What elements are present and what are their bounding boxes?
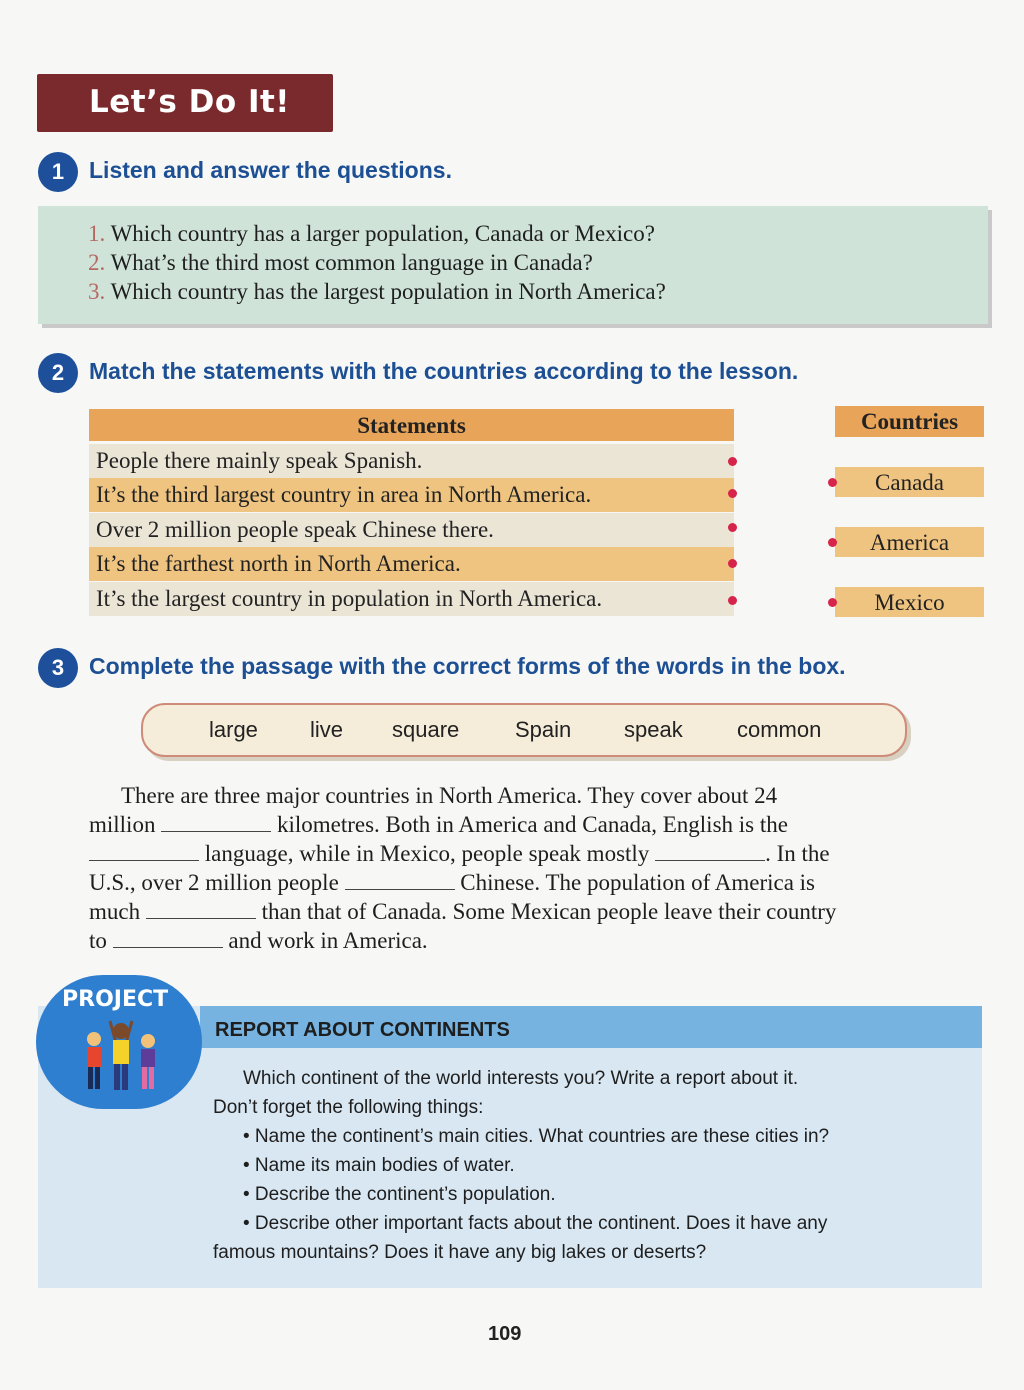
project-label: PROJECT: [62, 987, 169, 1012]
project-bullet: • Describe other important facts about the continent. Does it have any: [243, 1213, 828, 1234]
project-badge: [36, 975, 202, 1109]
match-dot-statement[interactable]: [728, 523, 737, 532]
kids-illustration-icon: [76, 1019, 166, 1097]
project-bullet: • Describe the continent’s population.: [243, 1184, 556, 1205]
countries-header: Countries: [835, 406, 984, 437]
statement-row: It’s the third largest country in area in North America.: [89, 478, 734, 512]
word-item: square: [392, 717, 460, 742]
passage-line: to and work in America.: [89, 928, 428, 953]
match-dot-country[interactable]: [828, 598, 837, 607]
word-item: speak: [624, 717, 683, 742]
match-dot-country[interactable]: [828, 538, 837, 547]
blank-3[interactable]: [655, 842, 765, 861]
section-1-title: Listen and answer the questions.: [89, 157, 452, 183]
statement-row: It’s the largest country in population in North America.: [89, 582, 734, 616]
word-item: live: [310, 717, 344, 742]
passage-line: much than that of Canada. Some Mexican people leave their country: [89, 899, 837, 924]
project-bullet: • Name the continent’s main cities. What countries are these cities in?: [243, 1126, 830, 1147]
country-box-canada: Canada: [835, 467, 984, 497]
project-intro-2: Don’t forget the following things:: [213, 1097, 484, 1118]
blank-5[interactable]: [146, 900, 256, 919]
statements-header: Statements: [89, 409, 734, 441]
word-item: common: [737, 717, 822, 742]
questions-box: [38, 206, 988, 324]
project-bullet: • Name its main bodies of water.: [243, 1155, 515, 1176]
section-3-title: Complete the passage with the correct forms of the words in the box.: [89, 653, 846, 679]
project-title: REPORT ABOUT CONTINENTS: [215, 1019, 510, 1041]
section-1-number: 1: [38, 152, 78, 192]
project-intro: Which continent of the world interests you? Write a report about it.: [243, 1068, 799, 1089]
match-dot-country[interactable]: [828, 478, 837, 487]
passage-line: There are three major countries in North America. They cover about 24: [121, 783, 778, 808]
word-box: [141, 703, 907, 757]
blank-4[interactable]: [345, 871, 455, 890]
word-item: Spain: [515, 717, 572, 742]
statement-row: Over 2 million people speak Chinese there.: [89, 513, 734, 547]
passage-line: U.S., over 2 million people Chinese. The population of America is: [89, 870, 816, 895]
passage-line: language, while in Mexico, people speak mostly . In the: [89, 841, 830, 867]
blank-6[interactable]: [113, 929, 223, 948]
page-number: 109: [488, 1323, 522, 1345]
blank-2[interactable]: [89, 842, 199, 861]
question-item: 3. Which country has the largest population in North America?: [88, 279, 666, 304]
section-3-number: 3: [38, 648, 78, 688]
section-2-number: 2: [38, 353, 78, 393]
match-dot-statement[interactable]: [728, 596, 737, 605]
project-last-line: famous mountains? Does it have any big lakes or deserts?: [213, 1242, 707, 1263]
match-dot-statement[interactable]: [728, 489, 737, 498]
match-dot-statement[interactable]: [728, 457, 737, 466]
statement-row: It’s the farthest north in North America.: [89, 547, 734, 581]
country-box-america: America: [835, 527, 984, 557]
lesson-title: Let’s Do It!: [89, 84, 290, 120]
question-item: 2. What’s the third most common language in Canada?: [88, 250, 593, 275]
question-item: 1. Which country has a larger population, Canada or Mexico?: [88, 221, 655, 246]
statement-row: People there mainly speak Spanish.: [89, 444, 734, 478]
lesson-header-bar: [37, 74, 333, 132]
section-2-title: Match the statements with the countries according to the lesson.: [89, 358, 799, 384]
blank-1[interactable]: [161, 813, 271, 832]
passage-line: million kilometres. Both in America and Canada, English is the: [89, 812, 788, 837]
country-box-mexico: Mexico: [835, 587, 984, 617]
match-dot-statement[interactable]: [728, 559, 737, 568]
word-item: large: [209, 717, 258, 742]
